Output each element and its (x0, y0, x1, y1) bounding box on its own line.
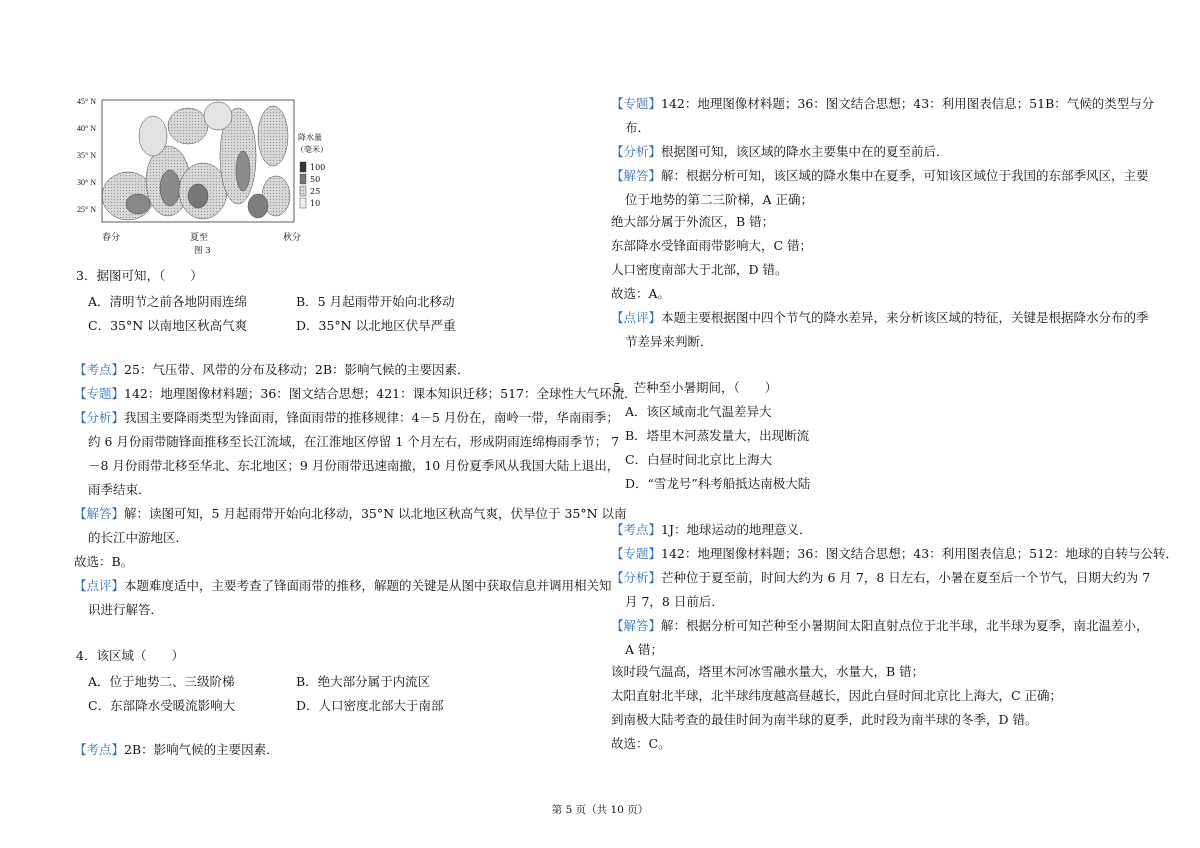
dianping-tag: 【点评】 (611, 310, 662, 325)
legend-value-50: 50 (310, 175, 321, 184)
q4-option-a: A．位于地势二、三级阶梯 (88, 674, 235, 689)
q5-option-b: B．塔里木河蒸发量大，出现断流 (625, 428, 810, 443)
q4-kaodian (74, 742, 279, 758)
q3-fenxi (74, 410, 619, 426)
y-label-45: 45° N (77, 97, 96, 106)
jieda-tag: 【解答】 (611, 618, 662, 633)
q4-jieda-text-2: 位于地势的第二三阶梯，A 正确； (625, 192, 814, 207)
q3-option-c: C．35°N 以南地区秋高气爽 (88, 318, 248, 333)
legend-title: 降水量 (298, 133, 322, 142)
legend-value-25: 25 (310, 187, 321, 196)
legend-unit: （毫米） (296, 145, 328, 154)
q4-stem: 4．该区域（ ） (76, 648, 184, 663)
legend-swatch-25 (300, 186, 306, 196)
q4-jieda-text-1: 解：根据分析可知，该区域的降水集中在夏季，可知该区域位于我国的东部季风区，主要 (661, 168, 1149, 183)
fenxi-tag: 【分析】 (611, 570, 662, 585)
q5-line-b: 该时段气温高，塔里木河冰雪融水量大，水量大，B 错； (611, 664, 925, 679)
q3-answer: 故选：B。 (74, 554, 134, 569)
q5-zhuanti-text: 142：地理图像材料题；36：图文结合思想；43：利用图表信息；512：地球的自转与公转． (661, 546, 1179, 561)
q3-zhuanti (74, 386, 637, 402)
q5-kaodian-text: 1J：地球运动的地理意义． (661, 522, 812, 537)
q3-stem: 3．据图可知，（ ） (76, 268, 203, 283)
q5-stem: 5．芒种至小暑期间，（ ） (613, 380, 778, 395)
figure-caption: 图 3 (194, 246, 211, 256)
q4-jieda (611, 168, 1149, 184)
y-label-40: 40° N (77, 124, 96, 133)
precipitation-figure (77, 96, 398, 256)
q4-dianping-text-2: 节差异来判断． (625, 334, 713, 349)
q3-fenxi-text-4: 雨季结束． (88, 482, 151, 497)
q3-option-d: D．35°N 以北地区伏旱严重 (296, 318, 456, 333)
q4-zhuanti-text-1: 142：地理图像材料题；36：图文结合思想；43：利用图表信息；51B：气候的类型与分 (661, 96, 1155, 111)
q3-fenxi-text-2: 约 6 月份雨带随锋面推移至长江流域，在江淮地区停留 1 个月左右，形成阴雨连绵梅雨季节； 7 (88, 434, 620, 449)
legend-swatch-10 (300, 198, 306, 208)
q4-fenxi-text: 根据图可知，该区域的降水主要集中在的夏至前后． (661, 144, 949, 159)
q5-answer: 故选：C。 (611, 736, 671, 751)
q5-zhuanti (611, 546, 1178, 562)
q3-dianping-text-1: 本题难度适中，主要考查了锋面雨带的推移，解题的关键是从图中获取信息并调用相关知 (124, 578, 612, 593)
q4-dianping-text-1: 本题主要根据图中四个节气的降水差异，来分析该区域的特征，关键是根据降水分布的季 (661, 310, 1149, 325)
q4-line-d: 人口密度南部大于北部，D 错。 (611, 262, 788, 277)
q4-line-b: 绝大部分属于外流区，B 错； (611, 214, 775, 229)
q3-zhuanti-text: 142：地理图像材料题；36：图文结合思想；421：课本知识迁移；517：全球性大气环流． (124, 386, 637, 401)
q5-line-d: 到南极大陆考查的最佳时间为南半球的夏季，此时段为南半球的冬季，D 错。 (611, 712, 1038, 727)
q3-jieda-text-1: 解：读图可知，5 月起雨带开始向北移动，35°N 以北地区秋高气爽，伏旱位于 35°N 以南 (124, 506, 627, 521)
q5-option-a: A．该区域南北气温差异大 (625, 404, 772, 419)
q5-jieda-text-2: A 错； (625, 642, 664, 657)
q5-option-c: C．白昼时间北京比上海大 (625, 452, 773, 467)
y-label-30: 30° N (77, 178, 96, 187)
q4-option-d: D．人口密度北部大于南部 (296, 698, 444, 713)
q4-fenxi (611, 144, 949, 160)
q3-dianping-text-2: 识进行解答． (88, 602, 164, 617)
q4-zhuanti-text-2: 布． (625, 120, 651, 135)
legend-swatch-100 (300, 162, 306, 172)
q3-dianping (74, 578, 612, 594)
fenxi-tag: 【分析】 (74, 410, 125, 425)
x-label-autumn-equinox: 秋分 (283, 233, 302, 243)
q3-kaodian-text: 25：气压带、风带的分布及移动；2B：影响气候的主要因素． (124, 362, 470, 377)
q5-fenxi (611, 570, 1150, 586)
q3-jieda-text-2: 的长江中游地区． (88, 530, 189, 545)
q4-option-c: C．东部降水受暖流影响大 (88, 698, 236, 713)
q5-option-d: D．“雪龙号”科考船抵达南极大陆 (625, 476, 811, 491)
q5-line-c: 太阳直射北半球，北半球纬度越高昼越长，因此白昼时间北京比上海大，C 正确； (611, 688, 1063, 703)
jieda-tag: 【解答】 (74, 506, 125, 521)
legend-value-10: 10 (310, 199, 321, 208)
y-label-25: 25° N (77, 205, 96, 214)
q5-jieda (611, 618, 1149, 634)
x-label-spring-equinox: 春分 (102, 233, 121, 243)
q3-jieda (74, 506, 627, 522)
dianping-tag: 【点评】 (74, 578, 125, 593)
q3-kaodian (74, 362, 470, 378)
page-footer: 第 5 页（共 10 页） (551, 804, 649, 816)
q5-fenxi-text-1: 芒种位于夏至前，时间大约为 6 月 7，8 日左右，小暑在夏至后一个节气，日期大约为 7 (661, 570, 1151, 585)
q4-line-c: 东部降水受锋面雨带影响大，C 错； (611, 238, 813, 253)
kaodian-tag: 【考点】 (74, 742, 125, 757)
q4-kaodian-text: 2B：影响气候的主要因素． (124, 742, 279, 757)
kaodian-tag: 【考点】 (611, 522, 662, 537)
legend-swatch-50 (300, 174, 306, 184)
kaodian-tag: 【考点】 (74, 362, 125, 377)
q4-zhuanti (611, 96, 1154, 112)
y-label-35: 35° N (77, 151, 96, 160)
q3-option-a: A．清明节之前各地阴雨连绵 (88, 294, 248, 309)
q5-jieda-text-1: 解：根据分析可知芒种至小暑期间太阳直射点位于北半球，北半球为夏季，南北温差小， (661, 618, 1149, 633)
jieda-tag: 【解答】 (611, 168, 662, 183)
q3-option-b: B．5 月起雨带开始向北移动 (296, 294, 455, 309)
q3-fenxi-text-3: －8 月份雨带北移至华北、东北地区；9 月份雨带迅速南撤，10 月份夏季风从我国大陆上退出， (88, 458, 620, 473)
q4-dianping (611, 310, 1149, 326)
q4-option-b: B．绝大部分属于内流区 (296, 674, 431, 689)
fenxi-tag: 【分析】 (611, 144, 662, 159)
q3-fenxi-text-1: 我国主要降雨类型为锋面雨，锋面雨带的推移规律：4－5 月份在，南岭一带，华南雨季； (124, 410, 619, 425)
legend-value-100: 100 (310, 163, 326, 172)
zhuanti-tag: 【专题】 (611, 96, 662, 111)
zhuanti-tag: 【专题】 (611, 546, 662, 561)
q5-kaodian (611, 522, 811, 538)
zhuanti-tag: 【专题】 (74, 386, 125, 401)
q4-answer: 故选：A。 (611, 286, 671, 301)
precipitation-contour-map (77, 96, 398, 256)
q5-fenxi-text-2: 月 7，8 日前后． (625, 594, 724, 609)
x-label-summer-solstice: 夏至 (190, 233, 209, 243)
